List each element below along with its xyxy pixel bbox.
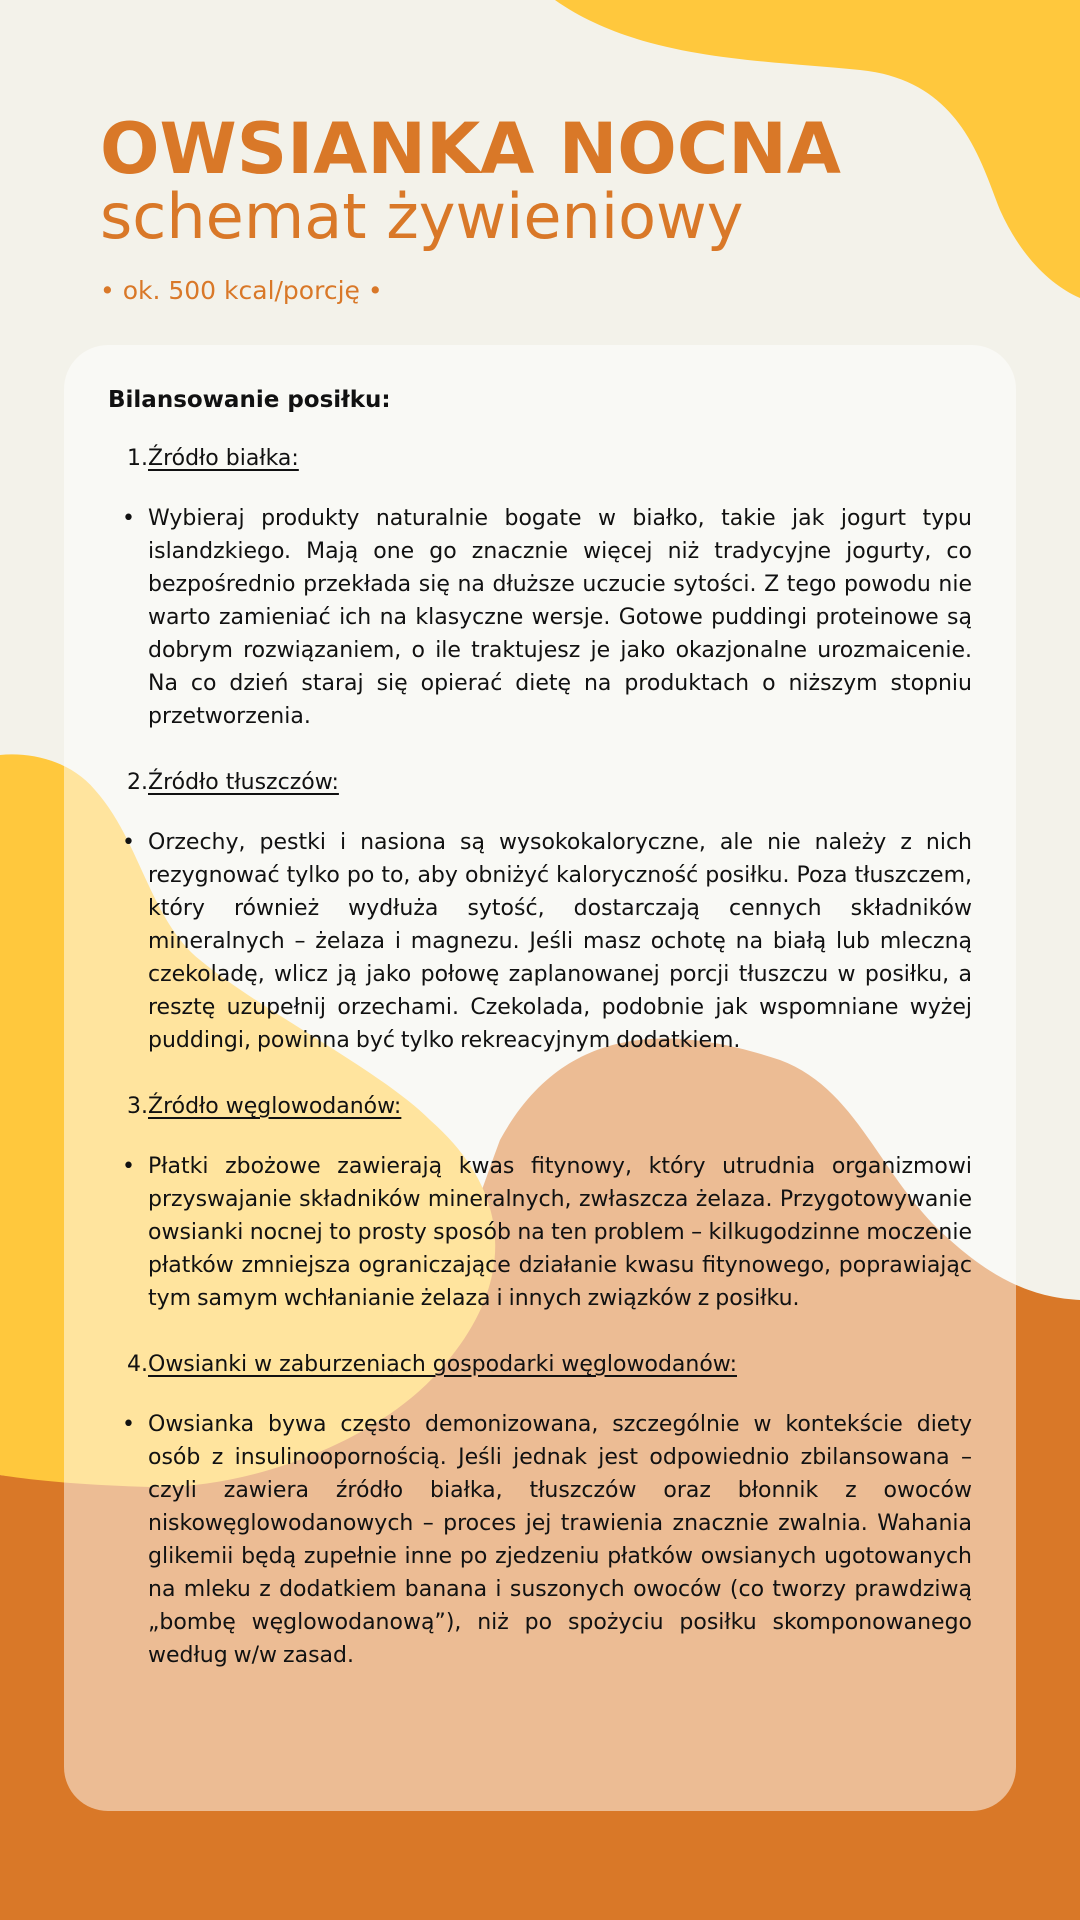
section-title: Bilansowanie posiłku: [108, 387, 391, 413]
page-title: OWSIANKA NOCNA [100, 108, 841, 190]
bullet-text: Orzechy, pestki i nasiona są wysokokaloryczne, ale nie należy z nich rezygnować tylko po to, aby obniżyć kaloryczność posiłku. Poza tłuszczem, który również wydłuża sytość, dostarczają cennych składników mineralnych – żelaza i magnezu. Jeśli masz ochotę na białą lub mleczną czekoladę, wlicz ją jako połowę zaplanowanej porcji tłuszczu w posiłku, a resztę uzupełnij orzechami. Czekolada, podobnie jak wspomniane wyżej puddingi, powinna być tylko rekreacyjnym dodatkiem. [148, 830, 972, 1053]
item-number: 4. [127, 1352, 148, 1377]
bullet-dot-icon: • [122, 1412, 135, 1437]
bullet-carbs [108, 1150, 972, 1315]
bullet-protein [108, 502, 972, 733]
bullet-text: Płatki zbożowe zawierają kwas fitynowy, który utrudnia organizmowi przyswajanie składników mineralnych, zwłaszcza żelaza. Przygotowywanie owsianki nocnej to prosty sposób na ten problem – kilkugodzinne moczenie płatków zmniejsza ograniczające działanie kwasu fitynowego, poprawiając tym samym wchłanianie żelaza i innych związków z posiłku. [148, 1154, 972, 1311]
page-subtitle: schemat żywieniowy [100, 180, 744, 253]
meal-balance-section [108, 380, 972, 1705]
item-number: 1. [127, 446, 148, 471]
item-heading-fats [108, 766, 972, 799]
bullet-dot-icon: • [122, 506, 135, 531]
header [100, 108, 841, 306]
item-label: Źródło węglowodanów: [148, 1094, 402, 1119]
item-label: Źródło tłuszczów: [148, 770, 339, 795]
item-label: Źródło białka: [148, 446, 299, 471]
item-heading-carb-disorders [108, 1348, 972, 1381]
item-number: 2. [127, 770, 148, 795]
item-number: 3. [127, 1094, 148, 1119]
bullet-carb-disorders [108, 1408, 972, 1672]
bullet-dot-icon: • [122, 830, 135, 855]
bullet-fats [108, 826, 972, 1057]
item-heading-protein [108, 442, 972, 475]
calories-label: • ok. 500 kcal/porcję • [100, 276, 383, 305]
item-heading-carbs [108, 1090, 972, 1123]
item-label: Owsianki w zaburzeniach gospodarki węglowodanów: [148, 1352, 737, 1377]
bullet-dot-icon: • [122, 1154, 135, 1179]
bullet-text: Wybieraj produkty naturalnie bogate w białko, takie jak jogurt typu islandzkiego. Mają one go znacznie więcej niż tradycyjne jogurty, co bezpośrednio przekłada się na dłuższe uczucie sytości. Z tego powodu nie warto zamieniać ich na klasyczne wersje. Gotowe puddingi proteinowe są dobrym rozwiązaniem, o ile traktujesz je jako okazjonalne urozmaicenie. Na co dzień staraj się opierać dietę na produktach o niższym stopniu przetworzenia. [148, 506, 972, 729]
bullet-text: Owsianka bywa często demonizowana, szczególnie w kontekście diety osób z insulinoopornością. Jeśli jednak jest odpowiednio zbilansowana – czyli zawiera źródło białka, tłuszczów oraz błonnik z owoców niskowęglowodanowych – proces jej trawienia znacznie zwalnia. Wahania glikemii będą zupełnie inne po zjedzeniu płatków owsianych ugotowanych na mleku z dodatkiem banana i suszonych owoców (co tworzy prawdziwą „bombę węglowodanową”), niż po spożyciu posiłku skomponowanego według w/w zasad. [148, 1412, 972, 1668]
